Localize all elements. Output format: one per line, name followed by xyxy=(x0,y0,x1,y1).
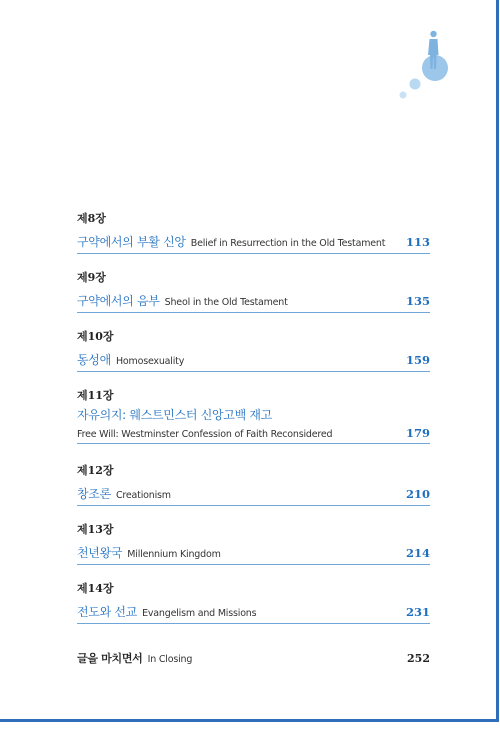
page-number: 214 xyxy=(405,546,430,560)
chapter-number: 제12장 xyxy=(77,464,114,477)
closing-page-number: 252 xyxy=(407,652,430,665)
toc-row[interactable] xyxy=(77,542,430,565)
person-silhouette-with-bubbles-icon xyxy=(395,28,455,104)
toc-entry-ch11 xyxy=(77,389,430,464)
chapter-number: 제13장 xyxy=(77,523,114,536)
title-korean: 창조론 xyxy=(77,487,111,501)
closing-title-korean: 글을 마치면서 xyxy=(77,652,143,665)
title-korean: 구약에서의 음부 xyxy=(77,294,160,308)
toc-row[interactable] xyxy=(77,290,430,313)
chapter-number: 제9장 xyxy=(77,271,106,284)
toc-entry-ch14 xyxy=(77,582,430,641)
title-korean: 천년왕국 xyxy=(77,546,123,560)
toc-row[interactable] xyxy=(77,426,430,444)
page-number: 210 xyxy=(405,487,430,501)
chapter-number: 제11장 xyxy=(77,389,114,402)
title-korean: 구약에서의 부활 신앙 xyxy=(77,235,186,249)
chapter-number: 제8장 xyxy=(77,212,106,225)
table-of-contents xyxy=(77,212,430,666)
title-korean: 동성애 xyxy=(77,353,111,367)
page-number: 159 xyxy=(405,353,430,367)
page-number: 135 xyxy=(405,294,430,308)
title-english: Belief in Resurrection in the Old Testament xyxy=(190,238,386,249)
toc-row[interactable] xyxy=(77,483,430,506)
title-korean: 자유의지: 웨스트민스터 신앙고백 재고 xyxy=(77,408,272,422)
chapter-number: 제10장 xyxy=(77,330,114,343)
toc-entry-closing[interactable] xyxy=(77,647,430,666)
toc-row[interactable] xyxy=(77,601,430,624)
toc-entry-ch9 xyxy=(77,271,430,330)
title-english: Sheol in the Old Testament xyxy=(164,297,288,308)
chapter-number: 제14장 xyxy=(77,582,114,595)
title-english: Evangelism and Missions xyxy=(142,608,257,619)
closing-title-english: In Closing xyxy=(147,654,193,665)
toc-entry-ch13 xyxy=(77,523,430,582)
title-english: Homosexuality xyxy=(115,356,185,367)
toc-row[interactable] xyxy=(77,349,430,372)
page-number: 231 xyxy=(405,605,430,619)
title-english: Millennium Kingdom xyxy=(127,549,221,560)
toc-entry-ch8 xyxy=(77,212,430,271)
title-english: Free Will: Westminster Confession of Faith Reconsidered xyxy=(77,429,333,440)
title-korean: 전도와 선교 xyxy=(77,605,137,619)
toc-entry-ch12 xyxy=(77,464,430,523)
toc-entry-ch10 xyxy=(77,330,430,389)
page-number: 179 xyxy=(405,426,430,440)
page-number: 113 xyxy=(405,235,430,249)
toc-row[interactable] xyxy=(77,231,430,254)
title-english: Creationism xyxy=(115,490,171,501)
